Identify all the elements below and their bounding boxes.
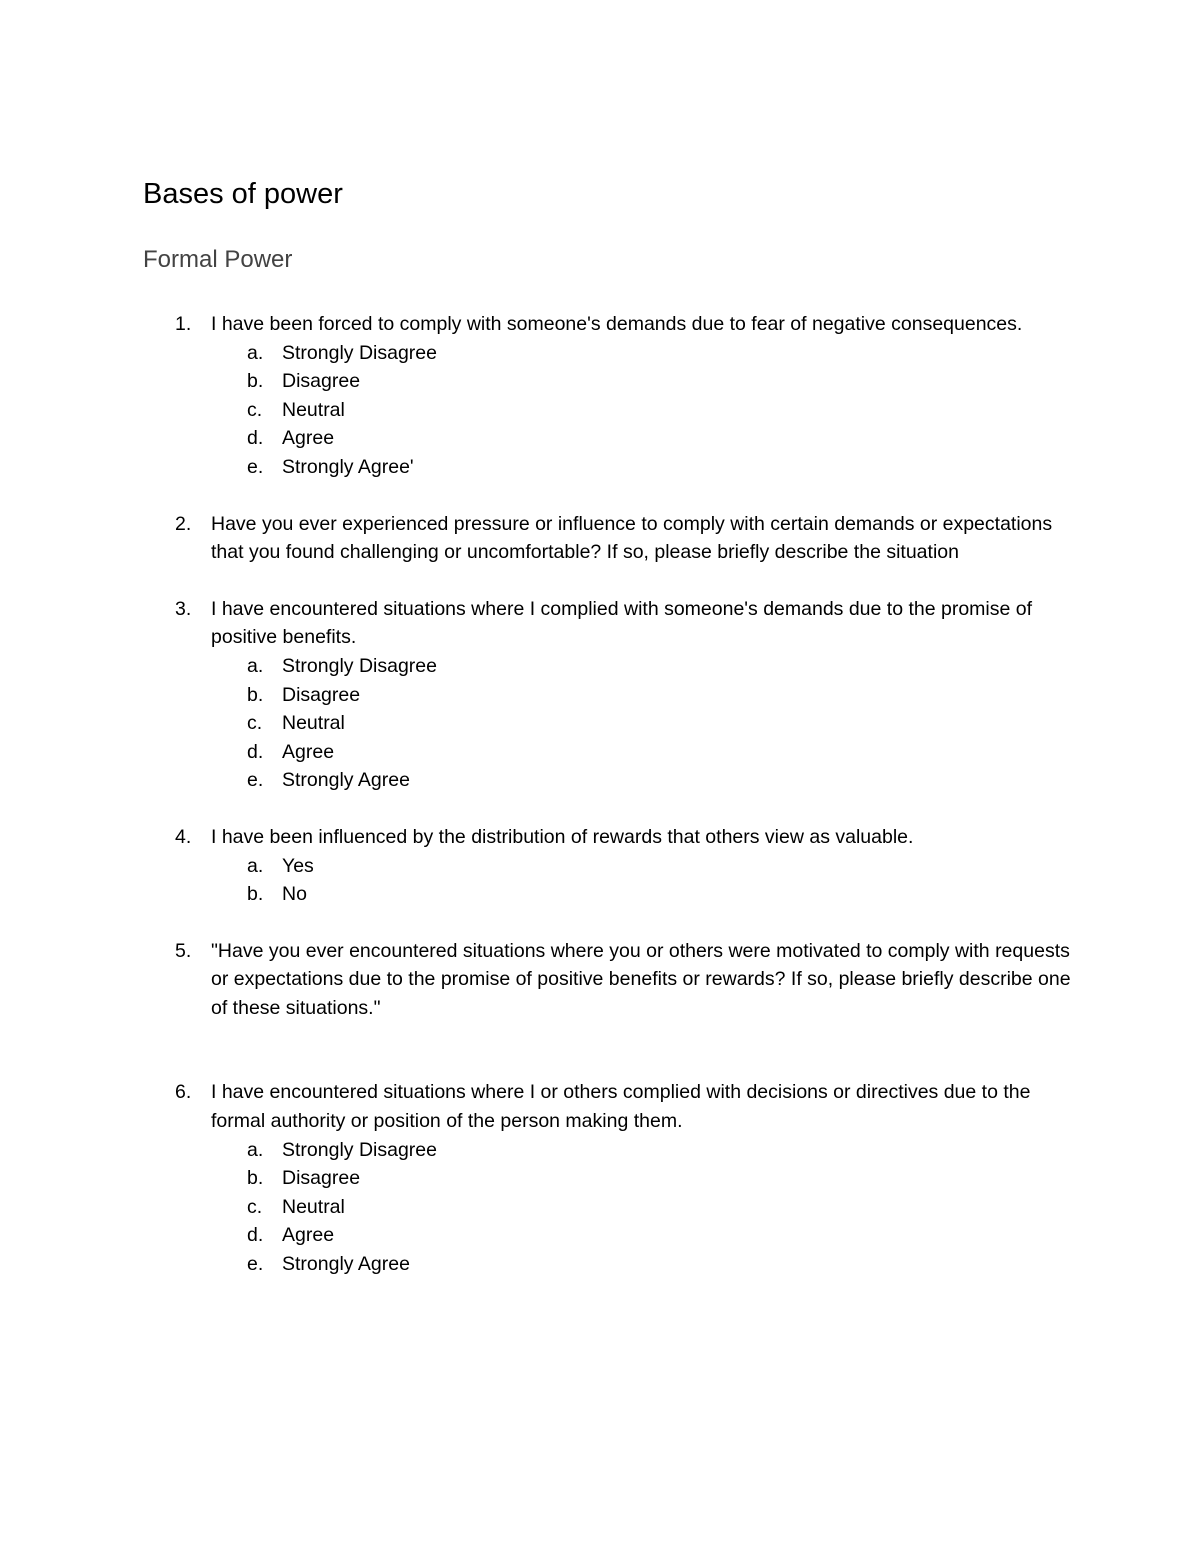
question-list	[0, 310, 1200, 1279]
option-letter: a.	[247, 654, 264, 677]
answer-option	[0, 1193, 1200, 1222]
answer-option	[0, 681, 1200, 710]
answer-option	[0, 367, 1200, 396]
spacer	[0, 795, 1200, 823]
option-letter: e.	[247, 455, 264, 478]
question-2	[0, 510, 1200, 567]
answer-option	[0, 880, 1200, 909]
spacer	[0, 482, 1200, 510]
answer-option	[0, 339, 1200, 368]
option-letter: a.	[247, 854, 264, 877]
option-label: Strongly Agree	[282, 769, 410, 792]
option-label: Strongly Disagree	[282, 1138, 437, 1161]
option-label: Strongly Agree'	[282, 455, 414, 478]
option-letter: b.	[247, 883, 264, 906]
option-label: Yes	[282, 854, 314, 877]
option-label: Disagree	[282, 683, 361, 706]
option-label: Agree	[282, 740, 335, 763]
answer-option	[0, 709, 1200, 738]
question-4	[0, 823, 1200, 909]
option-letter: b.	[247, 370, 264, 393]
option-label: Agree	[282, 427, 335, 450]
option-label: No	[282, 883, 307, 906]
option-letter: d.	[247, 1224, 264, 1247]
answer-option	[0, 852, 1200, 881]
answer-option	[0, 1136, 1200, 1165]
option-letter: c.	[247, 398, 263, 421]
question-text: I have been forced to comply with someone's demands due to fear of negative consequences.	[211, 313, 1023, 335]
question-number: 4.	[175, 825, 192, 848]
answer-option	[0, 424, 1200, 453]
question-text: I have encountered situations where I or others complied with decisions or directives due to the formal authority or position of the person making them.	[211, 1081, 1031, 1133]
answer-option	[0, 396, 1200, 425]
question-text: I have been influenced by the distribution of rewards that others view as valuable.	[211, 825, 914, 848]
answer-option	[0, 1250, 1200, 1279]
option-label: Agree	[282, 1224, 335, 1247]
option-label: Neutral	[282, 398, 345, 421]
answer-options	[0, 339, 1200, 482]
answer-option	[0, 738, 1200, 767]
option-letter: a.	[247, 1138, 264, 1161]
option-letter: d.	[247, 427, 264, 450]
answer-option	[0, 652, 1200, 681]
answer-option	[0, 766, 1200, 795]
spacer	[0, 1022, 1200, 1078]
option-letter: b.	[247, 1167, 264, 1190]
answer-options	[0, 852, 1200, 909]
option-label: Strongly Disagree	[282, 654, 437, 677]
question-number: 1.	[175, 313, 192, 335]
option-letter: e.	[247, 1253, 264, 1276]
section-heading: Formal Power	[143, 246, 293, 273]
option-letter: e.	[247, 769, 264, 792]
question-text: Have you ever experienced pressure or influence to comply with certain demands or expectations that you found challenging or uncomfortable? If so, please briefly describe the situation	[211, 512, 1053, 564]
option-letter: c.	[247, 1195, 263, 1218]
answer-options	[0, 652, 1200, 795]
question-text: "Have you ever encountered situations where you or others were motivated to comply with requests or expectations due to the promise of positive benefits or rewards? If so, please briefly describe one of these situations."	[211, 939, 1071, 1019]
question-3	[0, 595, 1200, 795]
option-label: Neutral	[282, 1195, 345, 1218]
option-letter: b.	[247, 683, 264, 706]
answer-option	[0, 1221, 1200, 1250]
option-label: Strongly Agree	[282, 1253, 410, 1276]
spacer	[0, 567, 1200, 595]
option-label: Disagree	[282, 370, 361, 393]
option-label: Strongly Disagree	[282, 341, 437, 364]
question-1	[0, 310, 1200, 482]
answer-option	[0, 1164, 1200, 1193]
question-number: 2.	[175, 512, 192, 535]
spacer	[0, 909, 1200, 937]
option-label: Neutral	[282, 712, 345, 735]
question-number: 6.	[175, 1081, 192, 1104]
question-number: 3.	[175, 597, 192, 620]
option-letter: d.	[247, 740, 264, 763]
question-number: 5.	[175, 939, 192, 962]
answer-option	[0, 453, 1200, 482]
document-title: Bases of power	[143, 178, 343, 210]
question-6	[0, 1078, 1200, 1278]
option-letter: a.	[247, 341, 264, 364]
option-letter: c.	[247, 712, 263, 735]
option-label: Disagree	[282, 1167, 361, 1190]
answer-options	[0, 1136, 1200, 1279]
question-5	[0, 937, 1200, 1023]
question-text: I have encountered situations where I complied with someone's demands due to the promise of positive benefits.	[211, 597, 1033, 649]
